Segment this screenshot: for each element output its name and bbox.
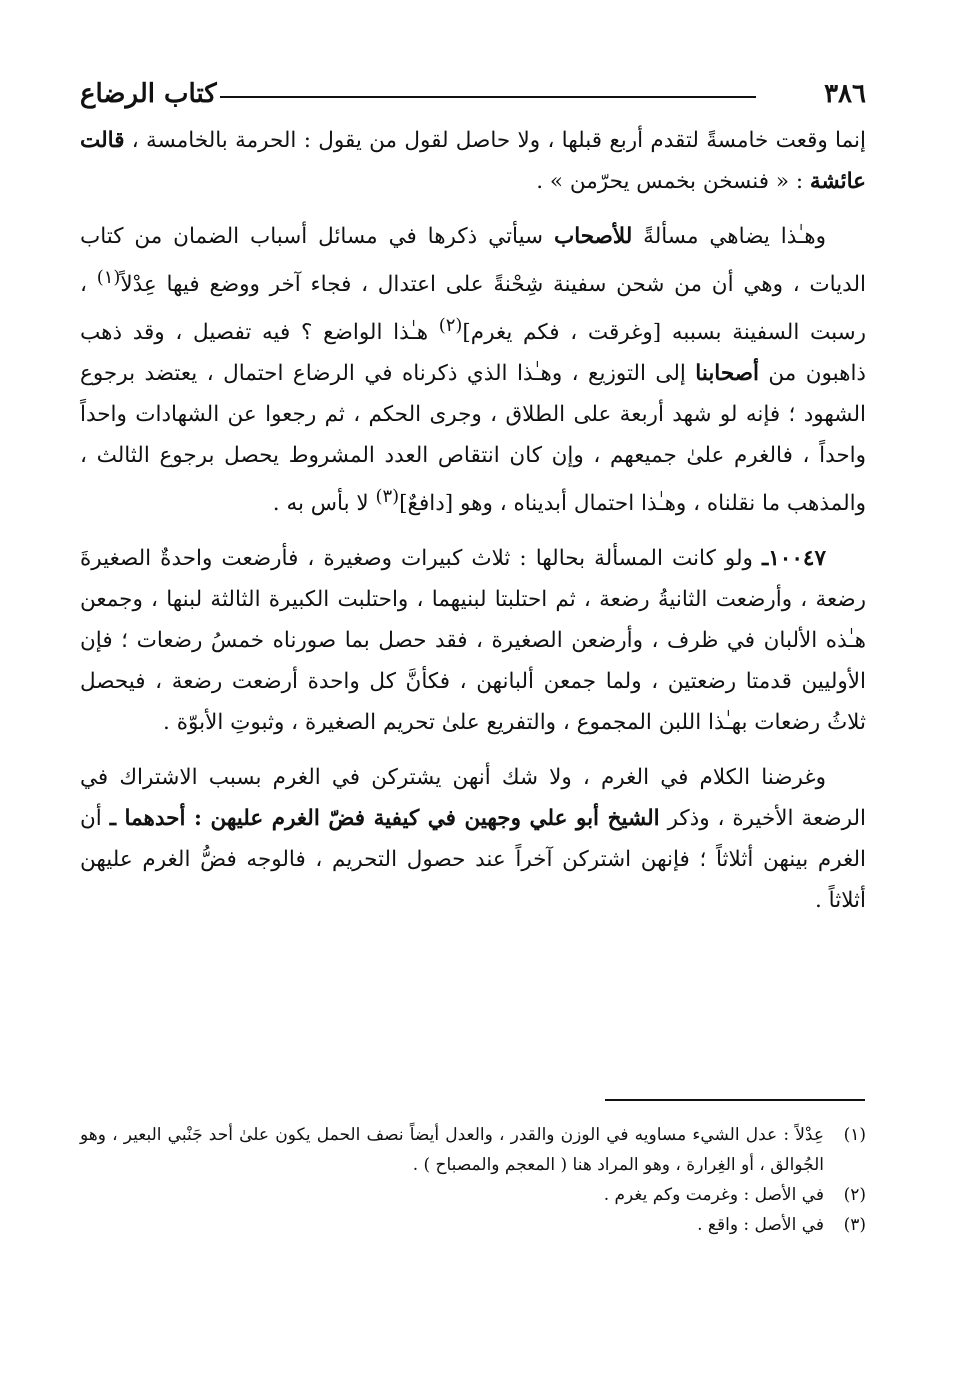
paragraph-1 <box>80 120 866 202</box>
footnote-marker: (٢) <box>843 1185 866 1205</box>
footnote-ref-3[interactable]: (٣) <box>375 486 400 508</box>
footnotes <box>80 1120 866 1240</box>
text-run: سيأتي ذكرها في مسائل أسباب الضمان من كتاب الديات ، وهي أن من شحن سفينة شِحْنةً على اعتدال ، فجاء آخر ووضع فيها عِدْلاً <box>80 224 866 298</box>
page-number: ٣٨٦ <box>824 79 866 109</box>
text-run: هـٰذا الواضع ؟ فيه تفصيل ، وقد ذهب ذاهبون من <box>80 320 866 387</box>
footnote-text: في الأصل : وغرمت وكم يغرم . <box>603 1185 824 1205</box>
running-title: كتاب الرضاع <box>80 79 217 109</box>
text-run: إنما وقعت خامسةً لتقدم أربع قبلها ، ولا حاصل لقول من يقول : الحرمة بالخامسة ، <box>124 128 866 153</box>
text-run: ولو كانت المسألة بحالها : ثلاث كبيرات وصغيرة ، فأرضعت واحدةٌ الصغيرةَ رضعة ، وأرضعت الثانيةُ رضعة ، ثم احتلبتا لبنيهما ، واحتلبت الكبيرة الثالثة لبنها ، وجمعن هـٰذه الألبان في ظرف ، وأرضعن الصغيرة ، فقد حصل بما صورناه خمسُ رضعات ؛ فإن الأوليين قدمتا رضعتين ، ولما جمعن ألبانهن ، فكأنَّ كل واحدة أرضعت رضعة ، فيحصل ثلاثُ رضعات بهـٰذا اللبن المجموع ، والتفريع علىٰ تحريم الصغيرة ، وثبوتِ الأبوّة . <box>80 546 866 736</box>
text-run: ، رسبت السفينة بسببه [وغرقت ، فكم يغرم] <box>80 272 866 346</box>
footnote-rule <box>605 1099 865 1101</box>
text-run: : « فنسخن بخمس يحرّمن » . <box>536 169 810 194</box>
footnote-text: في الأصل : واقع . <box>697 1215 824 1235</box>
bold-term: أصحابنا <box>695 361 759 387</box>
bold-term: للأصحاب <box>553 224 633 249</box>
bold-name: قالت عائشة <box>80 128 866 194</box>
issue-number: ١٠٠٤٧ـ <box>761 546 826 572</box>
text-run: وغرضنا الكلام في الغرم ، ولا شك أنهن يشتركن في الغرم بسبب الاشتراك في الرضعة الأخيرة ، وذكر <box>80 765 866 832</box>
page-header <box>80 74 866 114</box>
footnote-text: عِدْلاً : عدل الشيء مساويه في الوزن والقدر ، والعدل أيضاً نصف الحمل يكون علىٰ أحد جَنْبي البعير ، وهو الجُوالق ، أو الغِرارة ، وهو المراد هنا ( المعجم والمصباح ) . <box>80 1125 824 1175</box>
paragraph-4 <box>80 757 866 921</box>
header-rule <box>220 96 756 98</box>
paragraph-3 <box>80 538 866 743</box>
footnote-marker: (٣) <box>843 1215 866 1235</box>
footnote-marker: (١) <box>843 1125 866 1145</box>
footnote-ref-2[interactable]: (٢) <box>438 315 463 337</box>
text-run: أن الغرم بينهن أثلاثاً ؛ فإنهن اشتركن آخراً عند حصول التحريم ، فالوجه فضُّ الغرم عليهن أثلاثاً . <box>80 806 866 914</box>
footnote-2 <box>80 1180 866 1210</box>
bold-phrase: الشيخ أبو علي وجهين في كيفية فضّ الغرم عليهن : أحدهما ـ <box>109 806 660 832</box>
text-run: وهـٰذا يضاهي مسألةً <box>632 224 826 249</box>
footnote-1 <box>80 1120 866 1180</box>
text-run: لا بأس به . <box>272 491 376 517</box>
footnote-ref-1[interactable]: (١) <box>96 267 121 288</box>
footnote-3 <box>80 1210 866 1240</box>
text-run: إلى التوزيع ، وهـٰذا الذي ذكرناه في الرضاع احتمال ، يعتضد برجوع الشهود ؛ فإنه لو شهد أربعة على الطلاق ، وجرى الحكم ، ثم رجعوا عن الشهادات واحداً واحداً ، فالغرم علىٰ جميعهم ، وإن كان انتقاص العدد المشروط يحصل برجوع الثالث ، والمذهب ما نقلناه ، وهـٰذا احتمال أبديناه ، وهو [دافعٌ] <box>80 361 866 517</box>
main-text <box>80 120 866 921</box>
paragraph-2 <box>80 216 866 524</box>
